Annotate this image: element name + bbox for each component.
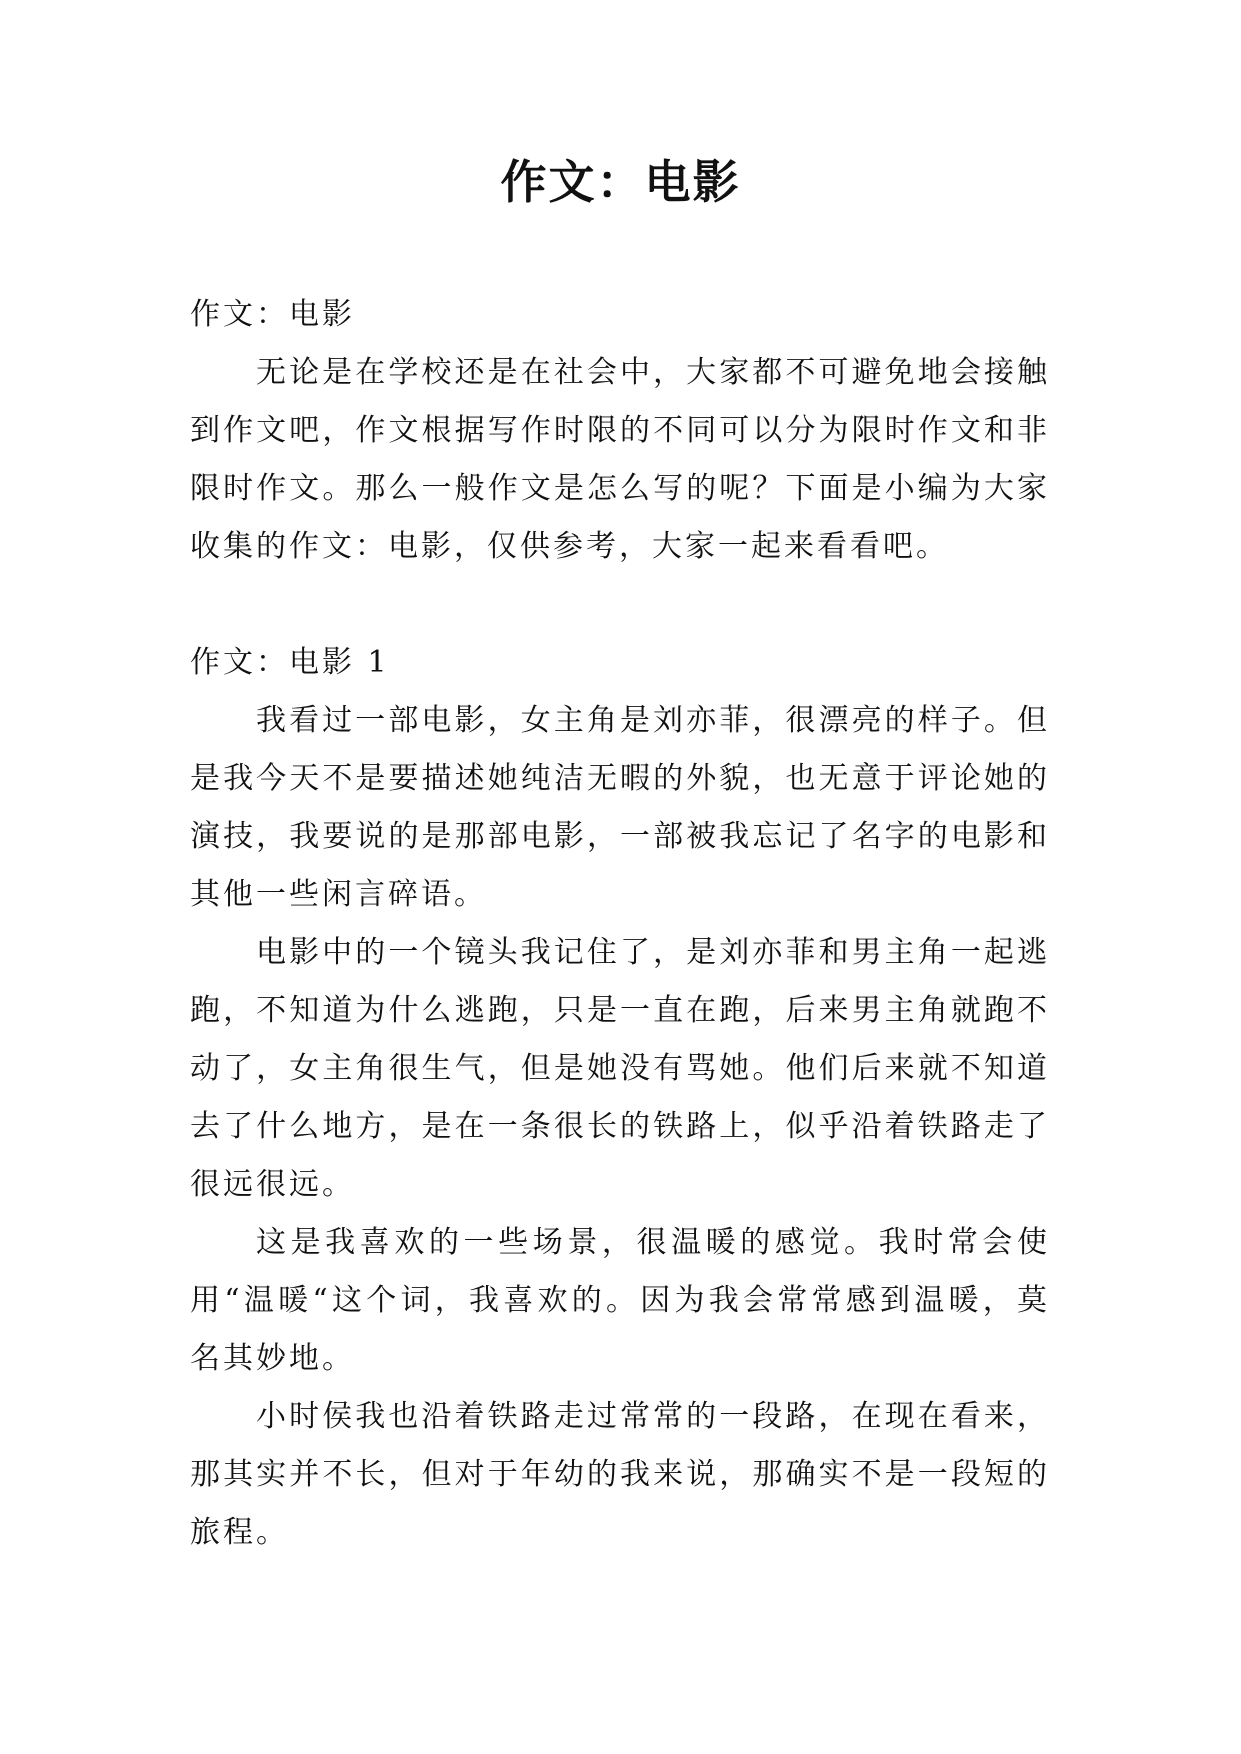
intro-heading: 作文：电影	[190, 297, 355, 332]
essay-1-paragraph: 电影中的一个镜头我记住了，是刘亦菲和男主角一起逃跑，不知道为什么逃跑，只是一直在跑，后来男主角就跑不动了，女主角很生气，但是她没有骂她。他们后来就不知道去了什么地方，是在一条很长的铁路上，似乎沿着铁路走了很远很远。	[190, 935, 1050, 1202]
document-body	[190, 286, 1050, 1562]
document-title: 作文：电影	[500, 155, 741, 209]
essay-1-paragraph: 我看过一部电影，女主角是刘亦菲，很漂亮的样子。但是我今天不是要描述她纯洁无暇的外貌，也无意于评论她的演技，我要说的是那部电影，一部被我忘记了名字的电影和其他一些闲言碎语。	[190, 703, 1050, 912]
intro-paragraph: 无论是在学校还是在社会中，大家都不可避免地会接触到作文吧，作文根据写作时限的不同可以分为限时作文和非限时作文。那么一般作文是怎么写的呢？下面是小编为大家收集的作文：电影，仅供参考，大家一起来看看吧。	[190, 355, 1050, 564]
section-gap	[190, 576, 1050, 634]
essay-1-paragraph: 小时侯我也沿着铁路走过常常的一段路，在现在看来，那其实并不长，但对于年幼的我来说，那确实不是一段短的旅程。	[190, 1399, 1050, 1550]
essay-1-paragraph: 这是我喜欢的一些场景，很温暖的感觉。我时常会使用“温暖“这个词，我喜欢的。因为我会常常感到温暖，莫名其妙地。	[190, 1225, 1050, 1376]
essay-1-heading: 作文：电影 1	[190, 645, 390, 680]
